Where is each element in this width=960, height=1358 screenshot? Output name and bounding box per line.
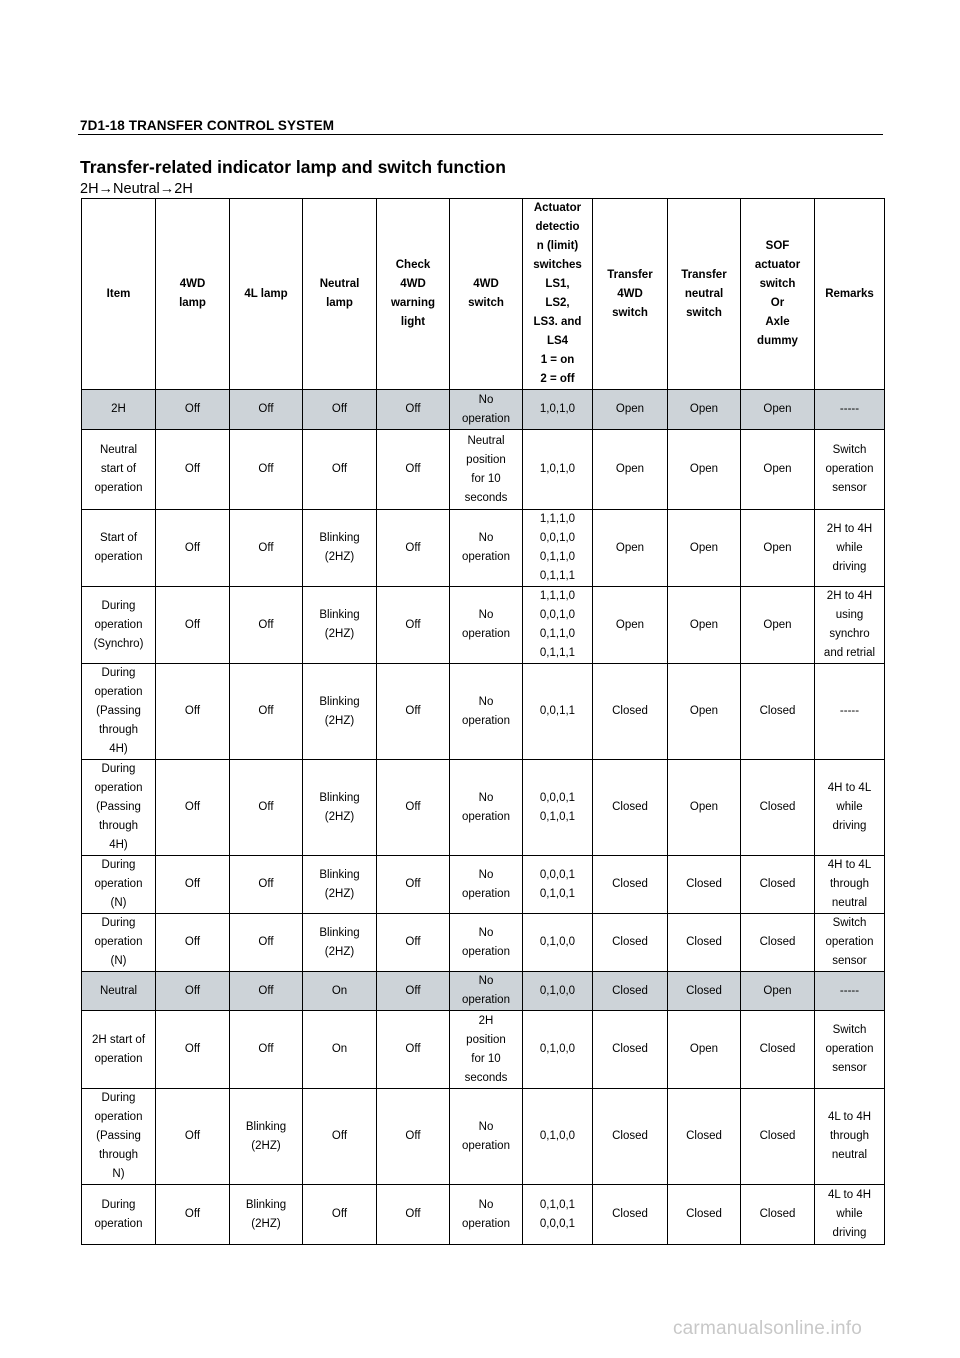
table-cell: Off: [156, 430, 230, 510]
table-cell: On: [303, 972, 377, 1011]
table-cell: Off: [156, 510, 230, 587]
table-cell: Open: [593, 587, 668, 664]
table-row: [82, 972, 885, 1011]
table-cell: 4L to 4H through neutral: [815, 1089, 885, 1185]
table-cell: Neutral: [82, 972, 156, 1011]
table-cell: No operation: [450, 914, 523, 972]
table-cell: -----: [815, 664, 885, 760]
table-cell: Open: [668, 430, 741, 510]
table-cell: Off: [377, 1011, 450, 1089]
table-cell: Closed: [741, 856, 815, 914]
table-cell: Off: [156, 664, 230, 760]
table-cell: Closed: [668, 856, 741, 914]
table-cell: 2H: [82, 390, 156, 430]
table-cell: 1,1,1,0 0,0,1,0 0,1,1,0 0,1,1,1: [523, 510, 593, 587]
table-cell: Closed: [741, 760, 815, 856]
table-cell: Off: [156, 1185, 230, 1245]
page-header: 7D1-18 TRANSFER CONTROL SYSTEM: [80, 118, 335, 133]
table-cell: Neutral position for 10 seconds: [450, 430, 523, 510]
table-cell: -----: [815, 390, 885, 430]
table-cell: Closed: [593, 972, 668, 1011]
table-cell: Off: [230, 587, 303, 664]
column-header: Check 4WD warning light: [377, 199, 450, 390]
table-row: [82, 1089, 885, 1185]
table-cell: 1,0,1,0: [523, 430, 593, 510]
table-cell: No operation: [450, 510, 523, 587]
table-cell: 0,0,0,1 0,1,0,1: [523, 856, 593, 914]
table-cell: Open: [593, 510, 668, 587]
table-cell: Closed: [593, 856, 668, 914]
table-cell: During operation (N): [82, 914, 156, 972]
table-cell: Closed: [741, 1089, 815, 1185]
table-cell: No operation: [450, 972, 523, 1011]
table-cell: No operation: [450, 587, 523, 664]
table-cell: 0,1,0,0: [523, 972, 593, 1011]
mode-sequence: 2H→Neutral→2H: [80, 181, 193, 197]
table-cell: 0,1,0,0: [523, 1011, 593, 1089]
table-cell: During operation (Passing through N): [82, 1089, 156, 1185]
section-title: Transfer-related indicator lamp and switch function: [80, 157, 506, 177]
table-row: [82, 587, 885, 664]
table-cell: Off: [377, 510, 450, 587]
table-cell: Open: [668, 390, 741, 430]
table-cell: 2H start of operation: [82, 1011, 156, 1089]
table-row: [82, 914, 885, 972]
table-cell: Closed: [668, 914, 741, 972]
table-cell: 0,1,0,0: [523, 1089, 593, 1185]
column-header: Item: [82, 199, 156, 390]
table-cell: Off: [303, 1089, 377, 1185]
table-cell: Neutral start of operation: [82, 430, 156, 510]
table-row: [82, 430, 885, 510]
column-header: SOF actuator switch Or Axle dummy: [741, 199, 815, 390]
watermark: carmanualsonline.info: [672, 1318, 862, 1339]
table-cell: No operation: [450, 1089, 523, 1185]
table-cell: 1,0,1,0: [523, 390, 593, 430]
table-cell: No operation: [450, 390, 523, 430]
table-cell: Closed: [593, 1185, 668, 1245]
table-header-row: [82, 199, 885, 390]
table-row: [82, 856, 885, 914]
table-cell: Switch operation sensor: [815, 430, 885, 510]
table-cell: Blinking (2HZ): [303, 856, 377, 914]
table-cell: Off: [377, 914, 450, 972]
table-cell: Off: [156, 587, 230, 664]
table-cell: Blinking (2HZ): [303, 914, 377, 972]
table-cell: Off: [230, 390, 303, 430]
table-cell: Off: [230, 972, 303, 1011]
table-cell: Off: [230, 914, 303, 972]
table-cell: Off: [230, 430, 303, 510]
table-cell: 0,0,1,1: [523, 664, 593, 760]
table-cell: 2H to 4H while driving: [815, 510, 885, 587]
table-cell: Closed: [668, 1185, 741, 1245]
table-cell: Open: [668, 1011, 741, 1089]
table-cell: No operation: [450, 856, 523, 914]
column-header: Actuator detectio n (limit) switches LS1, LS2, LS3. and LS4 1 = on 2 = off: [523, 199, 593, 390]
table-cell: Open: [668, 510, 741, 587]
table-cell: Closed: [668, 972, 741, 1011]
table-row: [82, 1185, 885, 1245]
table-cell: Off: [230, 510, 303, 587]
table-cell: Off: [377, 587, 450, 664]
table-cell: Open: [668, 664, 741, 760]
table-cell: Off: [230, 664, 303, 760]
table-cell: During operation (Passing through 4H): [82, 760, 156, 856]
table-cell: 0,1,0,0: [523, 914, 593, 972]
table-cell: 1,1,1,0 0,0,1,0 0,1,1,0 0,1,1,1: [523, 587, 593, 664]
indicator-switch-table: [81, 198, 885, 1245]
column-header: Remarks: [815, 199, 885, 390]
table-cell: Blinking (2HZ): [303, 664, 377, 760]
column-header: Neutral lamp: [303, 199, 377, 390]
table-cell: During operation (Synchro): [82, 587, 156, 664]
table-cell: Off: [377, 430, 450, 510]
table-cell: Off: [156, 856, 230, 914]
table-cell: Closed: [668, 1089, 741, 1185]
table-cell: Closed: [593, 760, 668, 856]
table-row: [82, 390, 885, 430]
table-row: [82, 510, 885, 587]
table-cell: -----: [815, 972, 885, 1011]
table-cell: Off: [377, 1089, 450, 1185]
table-cell: Off: [156, 914, 230, 972]
column-header: Transfer 4WD switch: [593, 199, 668, 390]
table-cell: Open: [668, 587, 741, 664]
table-cell: Off: [156, 1089, 230, 1185]
table-cell: During operation (Passing through 4H): [82, 664, 156, 760]
table-cell: Open: [741, 587, 815, 664]
table-cell: Off: [377, 664, 450, 760]
table-cell: No operation: [450, 1185, 523, 1245]
table-cell: Off: [377, 1185, 450, 1245]
table-cell: Off: [230, 1011, 303, 1089]
table-cell: Off: [156, 972, 230, 1011]
header-rule: [78, 134, 883, 135]
table-cell: 4H to 4L through neutral: [815, 856, 885, 914]
table-cell: Open: [741, 510, 815, 587]
table-cell: 4L to 4H while driving: [815, 1185, 885, 1245]
table-cell: Off: [156, 1011, 230, 1089]
table-cell: Closed: [593, 1011, 668, 1089]
table-cell: On: [303, 1011, 377, 1089]
column-header: 4WD switch: [450, 199, 523, 390]
table-cell: Off: [377, 760, 450, 856]
table-cell: Off: [377, 390, 450, 430]
table-row: [82, 760, 885, 856]
table-cell: Off: [156, 390, 230, 430]
table-cell: Open: [668, 760, 741, 856]
table-cell: 4H to 4L while driving: [815, 760, 885, 856]
table-cell: Closed: [593, 1089, 668, 1185]
table-cell: Off: [303, 1185, 377, 1245]
table-cell: Start of operation: [82, 510, 156, 587]
table-cell: Blinking (2HZ): [303, 760, 377, 856]
table-cell: Off: [230, 856, 303, 914]
table-cell: Switch operation sensor: [815, 914, 885, 972]
table-row: [82, 1011, 885, 1089]
column-header: Transfer neutral switch: [668, 199, 741, 390]
table-cell: Closed: [741, 664, 815, 760]
table-cell: Open: [741, 430, 815, 510]
table-cell: 2H position for 10 seconds: [450, 1011, 523, 1089]
table-cell: Closed: [593, 914, 668, 972]
table-cell: Blinking (2HZ): [303, 587, 377, 664]
table-cell: 0,0,0,1 0,1,0,1: [523, 760, 593, 856]
table-cell: No operation: [450, 760, 523, 856]
table-cell: Off: [230, 760, 303, 856]
table-cell: 2H to 4H using synchro and retrial: [815, 587, 885, 664]
table-cell: Blinking (2HZ): [303, 510, 377, 587]
table-cell: Off: [303, 430, 377, 510]
table-cell: Off: [156, 760, 230, 856]
table-cell: Switch operation sensor: [815, 1011, 885, 1089]
table-cell: Open: [741, 390, 815, 430]
table-cell: Open: [593, 430, 668, 510]
table-cell: During operation (N): [82, 856, 156, 914]
table-cell: Closed: [741, 1011, 815, 1089]
table-cell: Blinking (2HZ): [230, 1185, 303, 1245]
table-cell: Off: [377, 856, 450, 914]
table-cell: 0,1,0,1 0,0,0,1: [523, 1185, 593, 1245]
table-cell: Open: [593, 390, 668, 430]
column-header: 4L lamp: [230, 199, 303, 390]
table-cell: During operation: [82, 1185, 156, 1245]
table-cell: Off: [303, 390, 377, 430]
table-row: [82, 664, 885, 760]
table-cell: No operation: [450, 664, 523, 760]
table-cell: Blinking (2HZ): [230, 1089, 303, 1185]
table-cell: Open: [741, 972, 815, 1011]
column-header: 4WD lamp: [156, 199, 230, 390]
table-cell: Closed: [741, 914, 815, 972]
table-cell: Closed: [593, 664, 668, 760]
table-cell: Off: [377, 972, 450, 1011]
table-cell: Closed: [741, 1185, 815, 1245]
